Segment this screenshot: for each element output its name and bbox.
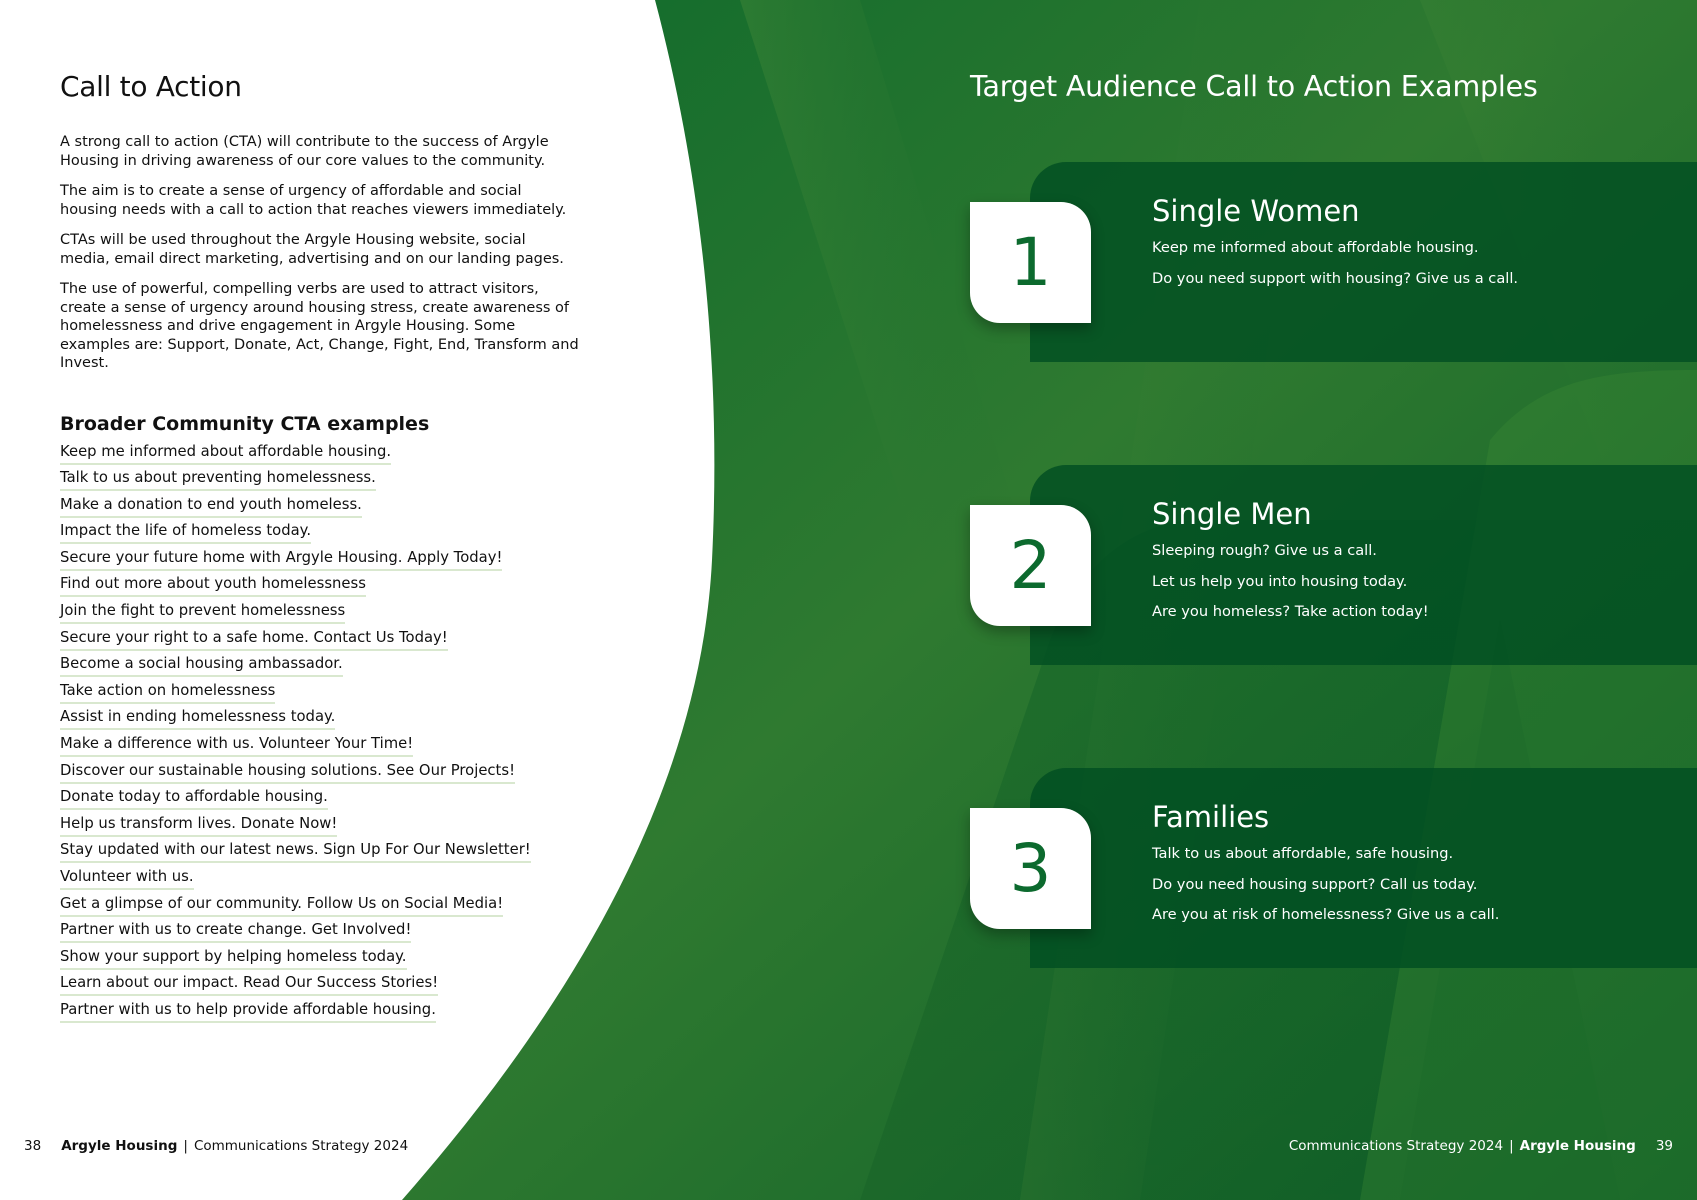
audience-card-single-men: [970, 465, 1697, 665]
list-item: [60, 573, 580, 600]
footer-right: [1289, 1138, 1673, 1154]
intro-paragraph: A strong call to action (CTA) will contribute to the success of Argyle Housing in driving awareness of our core values to the community.: [60, 134, 549, 169]
cta-example-text: Learn about our impact. Read Our Success Stories!: [60, 973, 438, 996]
audience-cta-list: [1152, 238, 1518, 299]
cta-example-text: Donate today to affordable housing.: [60, 787, 328, 810]
list-item: [60, 786, 580, 813]
audience-title: Single Men: [1152, 497, 1312, 531]
audience-cta-line: Do you need support with housing? Give us a call.: [1152, 269, 1519, 287]
audience-cta-list: [1152, 844, 1499, 936]
list-item: [60, 999, 580, 1026]
cta-example-text: Keep me informed about affordable housing.: [60, 442, 391, 465]
cta-example-text: Partner with us to create change. Get Involved!: [60, 920, 411, 943]
list-item: [60, 627, 580, 654]
cta-examples-list: [60, 441, 580, 1026]
intro-paragraph: The use of powerful, compelling verbs are used to attract visitors, create a sense of urgency around housing stress, create awareness of homelessness and drive engagement in Argyle Housing. Some examples are: Support, Donate, Act, Change, Fight, End, Transform and Invest.: [60, 281, 579, 371]
cta-example-text: Secure your future home with Argyle Housing. Apply Today!: [60, 548, 502, 571]
list-item: [60, 547, 580, 574]
audience-card-single-women: [970, 162, 1697, 362]
list-item: [60, 520, 580, 547]
cta-example-text: Partner with us to help provide affordable housing.: [60, 1000, 436, 1023]
footer-org: Argyle Housing: [1519, 1138, 1636, 1154]
cta-examples-heading: Broader Community CTA examples: [60, 412, 430, 435]
audience-card-families: [970, 768, 1697, 968]
number-tile: 1: [970, 202, 1091, 323]
list-item: [60, 600, 580, 627]
cta-example-text: Take action on homelessness: [60, 681, 275, 704]
list-item: [60, 441, 580, 468]
list-item: [60, 653, 580, 680]
number-tile: 3: [970, 808, 1091, 929]
cta-example-text: Secure your right to a safe home. Contact Us Today!: [60, 628, 448, 651]
audience-cta-line: Let us help you into housing today.: [1152, 572, 1408, 590]
number-tile: 2: [970, 505, 1091, 626]
page-number: 38: [24, 1138, 42, 1154]
target-audience-title: Target Audience Call to Action Examples: [970, 70, 1538, 103]
cta-example-text: Join the fight to prevent homelessness: [60, 601, 345, 624]
cta-example-text: Help us transform lives. Donate Now!: [60, 814, 337, 837]
audience-cta-list: [1152, 541, 1429, 633]
intro-paragraph: The aim is to create a sense of urgency of affordable and social housing needs with a call to action that reaches viewers immediately.: [60, 183, 567, 218]
footer-doc-title: Communications Strategy 2024: [193, 1138, 409, 1154]
footer-separator: |: [1509, 1138, 1514, 1154]
cta-example-text: Assist in ending homelessness today.: [60, 707, 335, 730]
list-item: [60, 680, 580, 707]
list-item: [60, 813, 580, 840]
cta-example-text: Stay updated with our latest news. Sign Up For Our Newsletter!: [60, 840, 531, 863]
audience-cta-line: Are you at risk of homelessness? Give us a call.: [1152, 906, 1500, 923]
cta-example-text: Become a social housing ambassador.: [60, 654, 343, 677]
list-item: [60, 893, 580, 920]
audience-cta-line: Sleeping rough? Give us a call.: [1152, 542, 1377, 559]
list-item: [60, 972, 580, 999]
list-item: [60, 494, 580, 521]
list-item: [60, 839, 580, 866]
footer-separator: |: [183, 1138, 188, 1154]
list-item: [60, 760, 580, 787]
audience-cta-line: Keep me informed about affordable housing.: [1152, 239, 1479, 256]
cta-example-text: Discover our sustainable housing solutions. See Our Projects!: [60, 761, 515, 784]
audience-cta-line: Do you need housing support? Call us today.: [1152, 875, 1478, 893]
cta-example-text: Find out more about youth homelessness: [60, 574, 366, 597]
cta-example-text: Impact the life of homeless today.: [60, 521, 311, 544]
page-number: 39: [1655, 1138, 1673, 1154]
cta-example-text: Make a donation to end youth homeless.: [60, 495, 362, 518]
list-item: [60, 733, 580, 760]
cta-example-text: Make a difference with us. Volunteer Your Time!: [60, 734, 413, 757]
footer-org: Argyle Housing: [61, 1138, 178, 1154]
audience-cta-line: Are you homeless? Take action today!: [1152, 603, 1429, 620]
footer-doc-title: Communications Strategy 2024: [1288, 1138, 1504, 1154]
audience-title: Families: [1152, 800, 1270, 834]
list-item: [60, 919, 580, 946]
audience-title: Single Women: [1152, 194, 1360, 228]
cta-example-text: Talk to us about preventing homelessness.: [60, 468, 376, 491]
cta-example-text: Get a glimpse of our community. Follow Us on Social Media!: [60, 894, 503, 917]
list-item: [60, 706, 580, 733]
footer-left: [24, 1138, 408, 1154]
intro-text: [60, 133, 580, 373]
cta-example-text: Show your support by helping homeless today.: [60, 947, 407, 970]
list-item: [60, 866, 580, 893]
page-title: Call to Action: [60, 70, 242, 103]
left-page: [60, 70, 580, 1026]
list-item: [60, 467, 580, 494]
audience-cta-line: Talk to us about affordable, safe housing.: [1152, 845, 1454, 862]
list-item: [60, 946, 580, 973]
cta-example-text: Volunteer with us.: [60, 867, 194, 890]
intro-paragraph: CTAs will be used throughout the Argyle Housing website, social media, email direct marketing, advertising and on our landing pages.: [60, 232, 564, 267]
